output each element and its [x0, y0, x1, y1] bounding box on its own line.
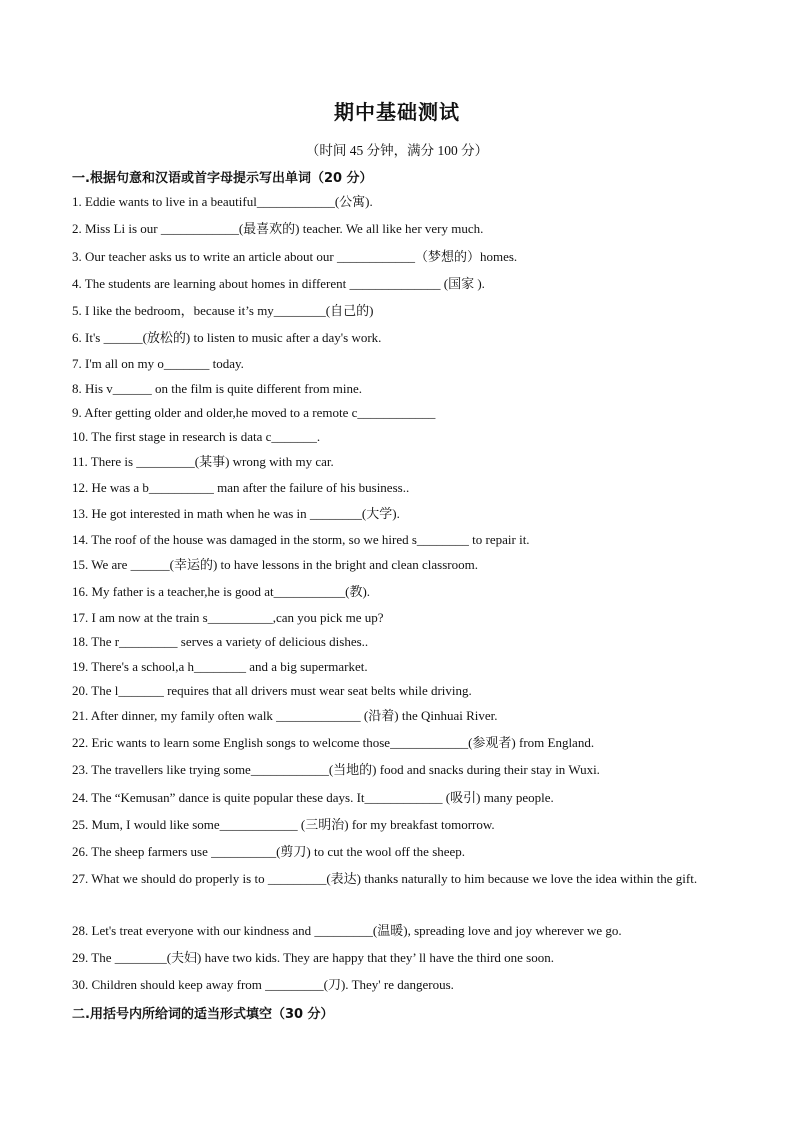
question-11: 11. There is _________(某事) wrong with my car.	[72, 454, 334, 469]
question-17: 17. I am now at the train s__________,can you pick me up?	[72, 610, 384, 625]
question-16: 16. My father is a teacher,he is good at___________(教).	[72, 584, 371, 599]
question-21: 21. After dinner, my family often walk _____________ (沿着) the Qinhuai River.	[72, 708, 498, 723]
question-22: 22. Eric wants to learn some English songs to welcome those____________(参观者) from England.	[72, 735, 595, 750]
question-29: 29. The ________(夫妇) have two kids. They are happy that they’ ll have the third one soon.	[72, 950, 554, 965]
question-25: 25. Mum, I would like some____________ (三明治) for my breakfast tomorrow.	[72, 817, 495, 832]
question-12: 12. He was a b__________ man after the failure of his business..	[72, 480, 410, 495]
question-19: 19. There's a school,a h________ and a big supermarket.	[72, 659, 368, 674]
question-7: 7. I'm all on my o_______ today.	[72, 356, 244, 371]
question-4: 4. The students are learning about homes in different ______________ (国家 ).	[72, 276, 485, 291]
question-3: 3. Our teacher asks us to write an article about our ____________（梦想的）homes.	[72, 249, 518, 264]
question-13: 13. He got interested in math when he was in ________(大学).	[72, 506, 400, 521]
section-heading-2: 二.用括号内所给词的适当形式填空（30 分）	[72, 1007, 334, 1022]
page-title: 期中基础测试	[334, 100, 460, 124]
question-10: 10. The first stage in research is data c_______.	[72, 429, 321, 444]
question-9: 9. After getting older and older,he moved to a remote c____________	[72, 405, 436, 420]
question-1: 1. Eddie wants to live in a beautiful____________(公寓).	[72, 194, 373, 209]
question-27: 27. What we should do properly is to _________(表达) thanks naturally to him because we love the idea within the gift.	[72, 871, 698, 886]
question-14: 14. The roof of the house was damaged in the storm, so we hired s________ to repair it.	[72, 532, 530, 547]
question-5: 5. I like the bedroom，because it’s my________(自己的)	[72, 303, 374, 318]
page-subtitle: （时间 45 分钟，满分 100 分）	[305, 143, 489, 158]
question-20: 20. The l_______ requires that all drivers must wear seat belts while driving.	[72, 683, 472, 698]
question-23: 23. The travellers like trying some____________(当地的) food and snacks during their stay in Wuxi.	[72, 762, 600, 777]
question-15: 15. We are ______(幸运的) to have lessons in the bright and clean classroom.	[72, 557, 478, 572]
question-28: 28. Let's treat everyone with our kindness and _________(温暖), spreading love and joy wherever we go.	[72, 923, 622, 938]
question-8: 8. His v______ on the film is quite different from mine.	[72, 381, 363, 396]
question-2: 2. Miss Li is our ____________(最喜欢的) teacher. We all like her very much.	[72, 221, 484, 236]
question-24: 24. The “Kemusan” dance is quite popular these days. It____________ (吸引) many people.	[72, 790, 554, 805]
question-26: 26. The sheep farmers use __________(剪刀) to cut the wool off the sheep.	[72, 844, 466, 859]
question-18: 18. The r_________ serves a variety of delicious dishes..	[72, 634, 369, 649]
section-heading-1: 一.根据句意和汉语或首字母提示写出单词（20 分）	[72, 171, 373, 186]
question-30: 30. Children should keep away from _________(刀). They' re dangerous.	[72, 977, 454, 992]
question-6: 6. It's ______(放松的) to listen to music after a day's work.	[72, 330, 382, 345]
